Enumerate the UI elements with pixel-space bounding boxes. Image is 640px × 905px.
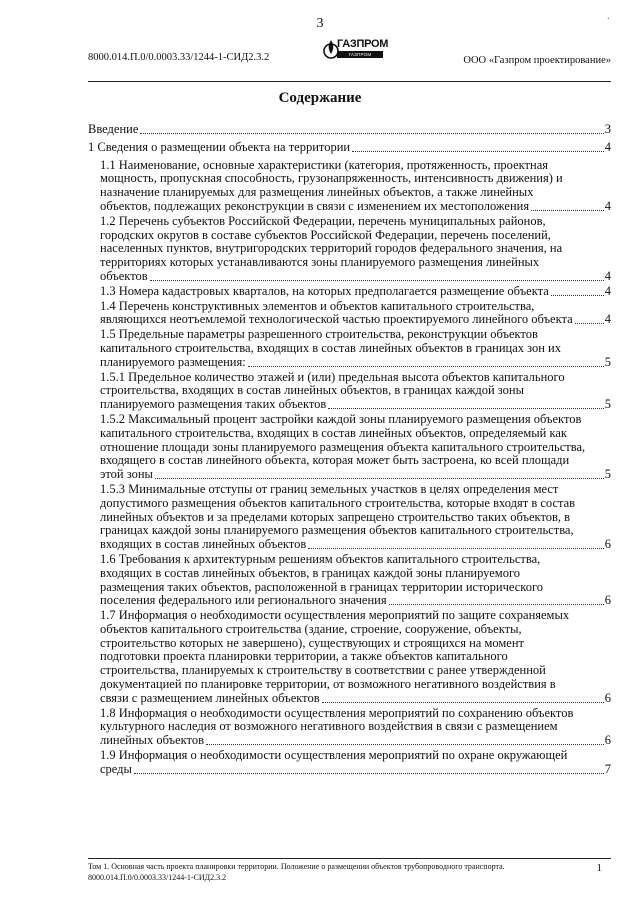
toc-entry[interactable] — [88, 300, 611, 328]
toc-leader-dots — [328, 408, 603, 409]
toc-leader-dots — [134, 773, 604, 774]
toc-entry[interactable] — [88, 285, 611, 299]
page-title: Содержание — [278, 90, 362, 106]
footer-line-2: 8000.014.П.0/0.0003.33/1244-1-СИД2.3.2 — [88, 873, 227, 882]
toc-leader-dots — [206, 744, 604, 745]
header-divider — [88, 81, 611, 82]
toc-page-number: 4 — [604, 283, 611, 298]
toc-entry-text: капитального строительства, входящих в состав линейных объектов, определяемый как — [100, 425, 567, 440]
corner-mark: · — [606, 14, 610, 25]
toc-entry-text: документацией по планировке территории, от возможного негативного воздействия в — [100, 677, 556, 692]
header-company: ООО «Газпром проектирование» — [463, 55, 611, 66]
toc-entry[interactable] — [88, 159, 611, 214]
toc-entry-text: объектов капитального строительства (здание, строение, сооружение, объекты, — [100, 621, 522, 636]
toc-leader-dots — [531, 210, 604, 211]
toc-entry-text: допустимого размещения объектов капитального строительства, которые входят в состав — [100, 495, 576, 510]
toc-entry-text: входящих в состав линейных объектов — [100, 537, 307, 552]
header-doc-code: 8000.014.П.0/0.0003.33/1244-1-СИД2.3.2 — [88, 52, 270, 63]
top-page-number: 3 — [316, 16, 324, 31]
toc-page-number: 7 — [604, 761, 611, 776]
toc-entry-text: планируемого размещения таких объектов — [100, 397, 327, 412]
toc-entry-text: отношение площади зоны планируемого размещения объекта капитального строительства, — [100, 439, 586, 454]
toc-entry-text: строительство которых не завершено), существующих и строящихся на момент — [100, 635, 524, 650]
toc-entry-text: 1.4 Перечень конструктивных элементов и объектов капитального строительства, — [100, 298, 535, 313]
logo-subtitle: ГАЗПРОМ ПРОЕКТИРОВАНИЕ — [337, 52, 383, 64]
toc-entry-text: населенных пунктов, внутригородских территорий городов федерального значения, на — [100, 241, 563, 256]
logo-wordmark: ГАЗПРОМ — [337, 38, 389, 50]
toc-entry-text: 1.5.1 Предельное количество этажей и (или) предельная высота объектов капитального — [100, 369, 565, 384]
toc-leader-dots — [352, 151, 604, 152]
footer-caption — [88, 861, 588, 883]
toc-page-number: 4 — [604, 268, 611, 283]
toc-entry-text: поселения федерального или регионального значения — [100, 593, 387, 608]
footer-divider — [88, 858, 611, 859]
toc-entry[interactable] — [88, 749, 611, 777]
toc-page-number: 5 — [604, 354, 611, 369]
toc-entry-text: 1.5.2 Максимальный процент застройки каждой зоны планируемого размещения объектов — [100, 411, 582, 426]
toc-entry-text: строительства, планируемых к строительству в соответствии с ранее утвержденной — [100, 663, 546, 678]
toc-entry-text: 1.5.3 Минимальные отступы от границ земельных участков в целях определения мест — [100, 481, 559, 496]
toc-entry[interactable] — [88, 215, 611, 284]
toc-entry-text: 1.6 Требования к архитектурным решениям объектов капитального строительства, — [100, 551, 541, 566]
toc-leader-dots — [248, 366, 604, 367]
toc-page-number: 6 — [604, 733, 611, 748]
toc-entry-text: культурного наследия от возможного негативного воздействия в связи с размещением — [100, 719, 558, 734]
toc-entry-text: подготовки проекта планировки территории, а также объектов капитального — [100, 649, 508, 664]
toc-page-number: 4 — [604, 312, 611, 327]
toc-page-number: 5 — [604, 397, 611, 412]
toc-leader-dots — [308, 548, 604, 549]
toc-leader-dots — [155, 478, 604, 479]
toc-entry[interactable] — [88, 123, 611, 137]
toc-page-number: 6 — [604, 593, 611, 608]
toc-page-number: 6 — [604, 537, 611, 552]
toc-page-number: 4 — [604, 139, 611, 154]
toc-entry-text: входящих в состав линейных объектов, в границах каждой зоны планируемого — [100, 565, 521, 580]
toc-entry-text: 1.5 Предельные параметры разрешенного строительства, реконструкции объектов — [100, 327, 538, 342]
gazprom-logo — [323, 38, 389, 78]
toc-entry-text: линейных объектов и за пределами которых запрещено строительство таких объектов, в — [100, 509, 571, 524]
toc-entry-text: строительства, входящих в состав линейных объектов, в границах каждой зоны — [100, 383, 524, 398]
toc-entry-text: планируемого размещения: — [100, 354, 246, 369]
toc-entry-text: 1.9 Информация о необходимости осуществления мероприятий по охране окружающей — [100, 748, 568, 763]
table-of-contents — [88, 123, 611, 778]
toc-leader-dots — [551, 295, 604, 296]
toc-leader-dots — [575, 323, 604, 324]
toc-entry[interactable] — [88, 328, 611, 369]
toc-entry[interactable] — [88, 609, 611, 706]
toc-entry-text: назначение планируемых для размещения линейных объектов, а также линейных — [100, 185, 534, 200]
toc-entry-text: размещения таких объектов, расположенной в границах территории исторического — [100, 579, 544, 594]
toc-leader-dots — [322, 702, 604, 703]
toc-entry-text: 1.2 Перечень субъектов Российской Федерации, перечень муниципальных районов, — [100, 213, 546, 228]
toc-entry-text: городских округов в составе субъектов Российской Федерации, перечень поселений, — [100, 227, 551, 242]
toc-entry-text: капитального строительства, входящих в состав линейных объектов в границах зон их — [100, 340, 561, 355]
footer-line-1: Том 1. Основная часть проекта планировки территории. Положение о размещении объектов трубопроводного транспорта. — [88, 862, 505, 871]
footer-page-number: 1 — [596, 862, 602, 874]
toc-entry[interactable] — [88, 483, 611, 552]
toc-entry-text: 1.3 Номера кадастровых кварталов, на которых предполагается размещение объекта — [100, 283, 549, 298]
toc-page-number: 6 — [604, 690, 611, 705]
toc-entry-text: линейных объектов — [100, 733, 204, 748]
toc-entry-text: 1.8 Информация о необходимости осуществления мероприятий по сохранению объектов — [100, 705, 574, 720]
toc-entry-text: этой зоны — [100, 467, 153, 482]
toc-entry[interactable] — [88, 707, 611, 748]
toc-entry-text: территориях которых устанавливаются зоны планируемого размещения линейных — [100, 255, 540, 270]
toc-page-number: 4 — [604, 198, 611, 213]
toc-leader-dots — [140, 133, 603, 134]
toc-entry-text: объектов — [100, 268, 148, 283]
toc-entry-text: 1.1 Наименование, основные характеристики (категория, протяженность, проектная — [100, 157, 548, 172]
toc-page-number: 3 — [604, 122, 611, 136]
toc-leader-dots — [150, 280, 604, 281]
toc-entry-text: связи с размещением линейных объектов — [100, 690, 320, 705]
toc-entry[interactable] — [88, 413, 611, 482]
toc-entry[interactable] — [88, 371, 611, 412]
document-header — [88, 38, 611, 76]
toc-entry-text: границах каждой зоны планируемого размещения объектов капитального строительства, — [100, 523, 574, 538]
toc-entry-text: объектов, подлежащих реконструкции в связи с изменением их местоположения — [100, 198, 530, 213]
toc-entry[interactable] — [88, 553, 611, 608]
toc-entry-text: 1 Сведения о размещении объекта на территории — [88, 139, 351, 154]
toc-entry-text: мощность, пропускная способность, грузонапряженность, интенсивность движения) и — [100, 171, 563, 186]
toc-page-number: 5 — [604, 467, 611, 482]
toc-entry-text: являющихся неотъемлемой технологической частью проектируемого линейного объекта — [100, 312, 573, 327]
toc-entry-text: среды — [100, 761, 132, 776]
toc-entry[interactable] — [88, 141, 611, 155]
toc-entry-text: 1.7 Информация о необходимости осуществления мероприятий по защите сохраняемых — [100, 608, 570, 623]
toc-entry-text: Введение — [88, 122, 139, 136]
toc-entry-text: входящего в состав линейного объекта, которая может быть застроена, ко всей площади — [100, 453, 570, 468]
toc-leader-dots — [389, 604, 604, 605]
